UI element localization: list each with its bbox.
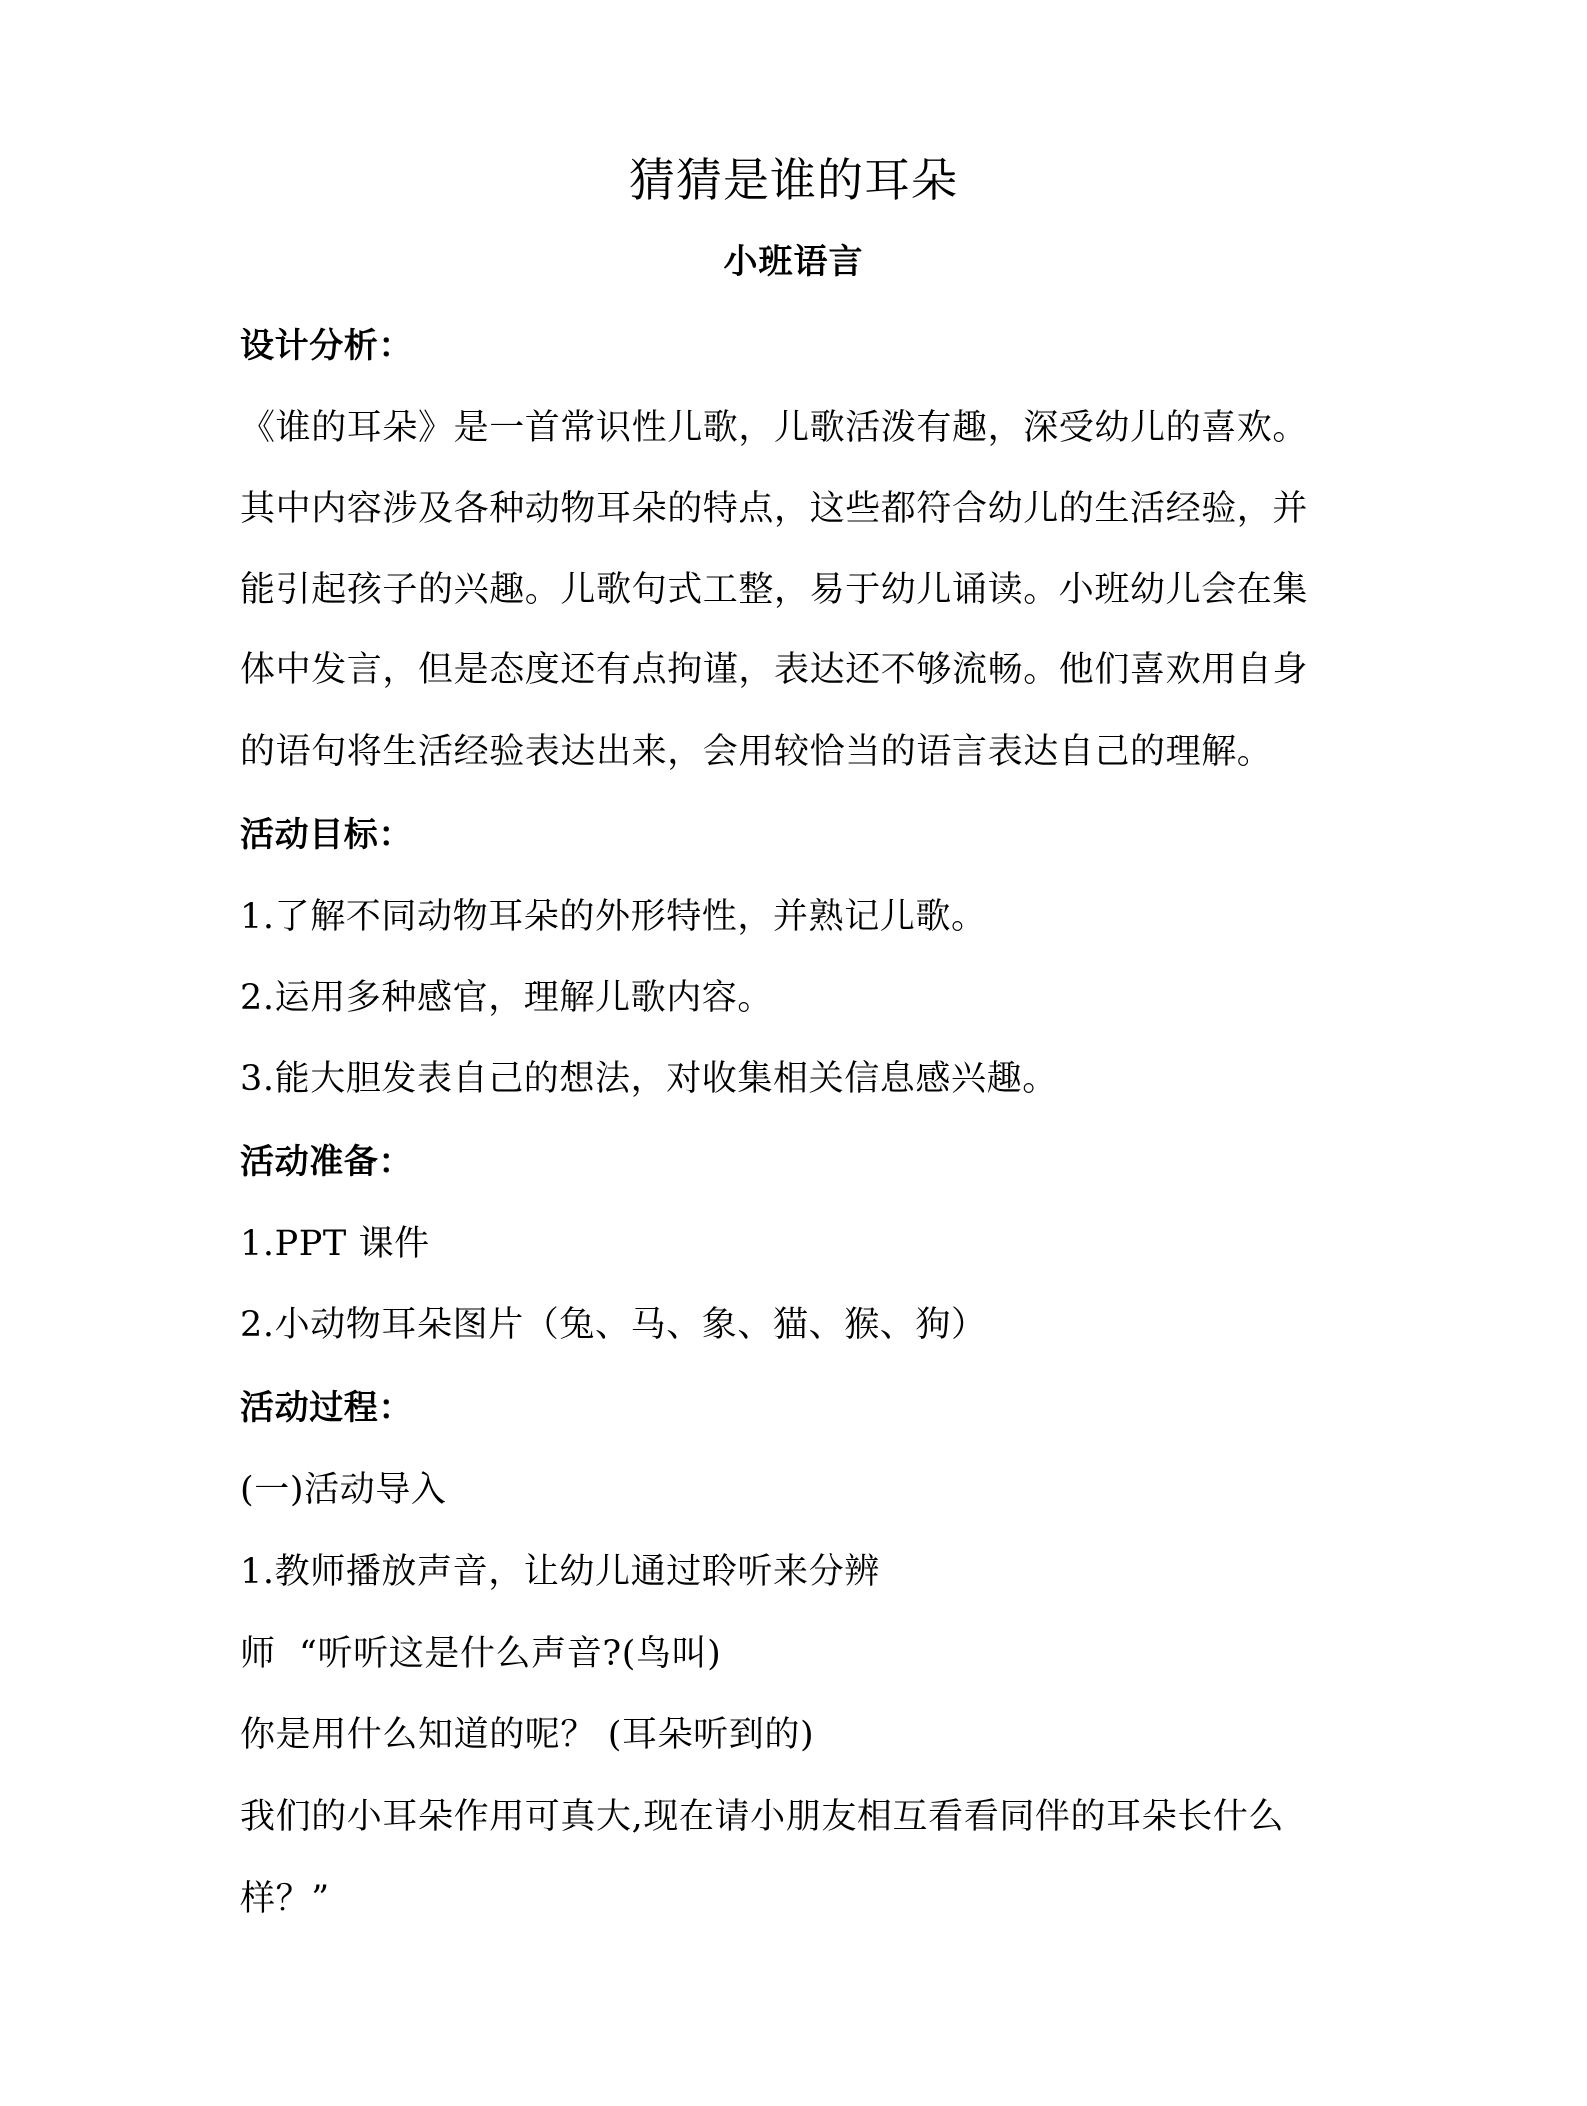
section-heading-preparation: 活动准备： <box>240 1142 413 1182</box>
document-title: 猜猜是谁的耳朵 <box>629 153 958 207</box>
process-line: 师 “听听这是什么声音?(鸟叫) <box>240 1634 722 1674</box>
goal-item: 2.运用多种感官，理解儿歌内容。 <box>240 978 773 1018</box>
process-line: 样？” <box>240 1879 330 1919</box>
process-line: 你是用什么知道的呢？ (耳朵听到的) <box>240 1715 815 1755</box>
preparation-item: 1.PPT 课件 <box>240 1224 430 1264</box>
paragraph-line: 能引起孩子的兴趣。儿歌句式工整，易于幼儿诵读。小班幼儿会在集 <box>240 570 1309 610</box>
goal-item: 3.能大胆发表自己的想法，对收集相关信息感兴趣。 <box>240 1059 1058 1099</box>
goal-item: 1.了解不同动物耳朵的外形特性，并熟记儿歌。 <box>240 897 987 937</box>
paragraph-line: 其中内容涉及各种动物耳朵的特点，这些都符合幼儿的生活经验，并 <box>240 489 1309 529</box>
paragraph-line: 的语句将生活经验表达出来，会用较恰当的语言表达自己的理解。 <box>240 732 1273 772</box>
section-heading-design-analysis: 设计分析： <box>240 326 413 366</box>
document-subtitle: 小班语言 <box>723 242 864 282</box>
process-line: 1.教师播放声音，让幼儿通过聆听来分辨 <box>240 1552 880 1592</box>
section-heading-goals: 活动目标： <box>240 815 413 855</box>
paragraph-line: 《谁的耳朵》是一首常识性儿歌，儿歌活泼有趣，深受幼儿的喜欢。 <box>240 408 1309 448</box>
section-heading-process: 活动过程： <box>240 1388 413 1428</box>
preparation-item: 2.小动物耳朵图片（兔、马、象、猫、猴、狗） <box>240 1305 987 1345</box>
process-line: 我们的小耳朵作用可真大,现在请小朋友相互看看同伴的耳朵长什么 <box>240 1797 1285 1837</box>
process-line: (一)活动导入 <box>240 1470 447 1510</box>
paragraph-line: 体中发言，但是态度还有点拘谨，表达还不够流畅。他们喜欢用自身 <box>240 650 1309 690</box>
